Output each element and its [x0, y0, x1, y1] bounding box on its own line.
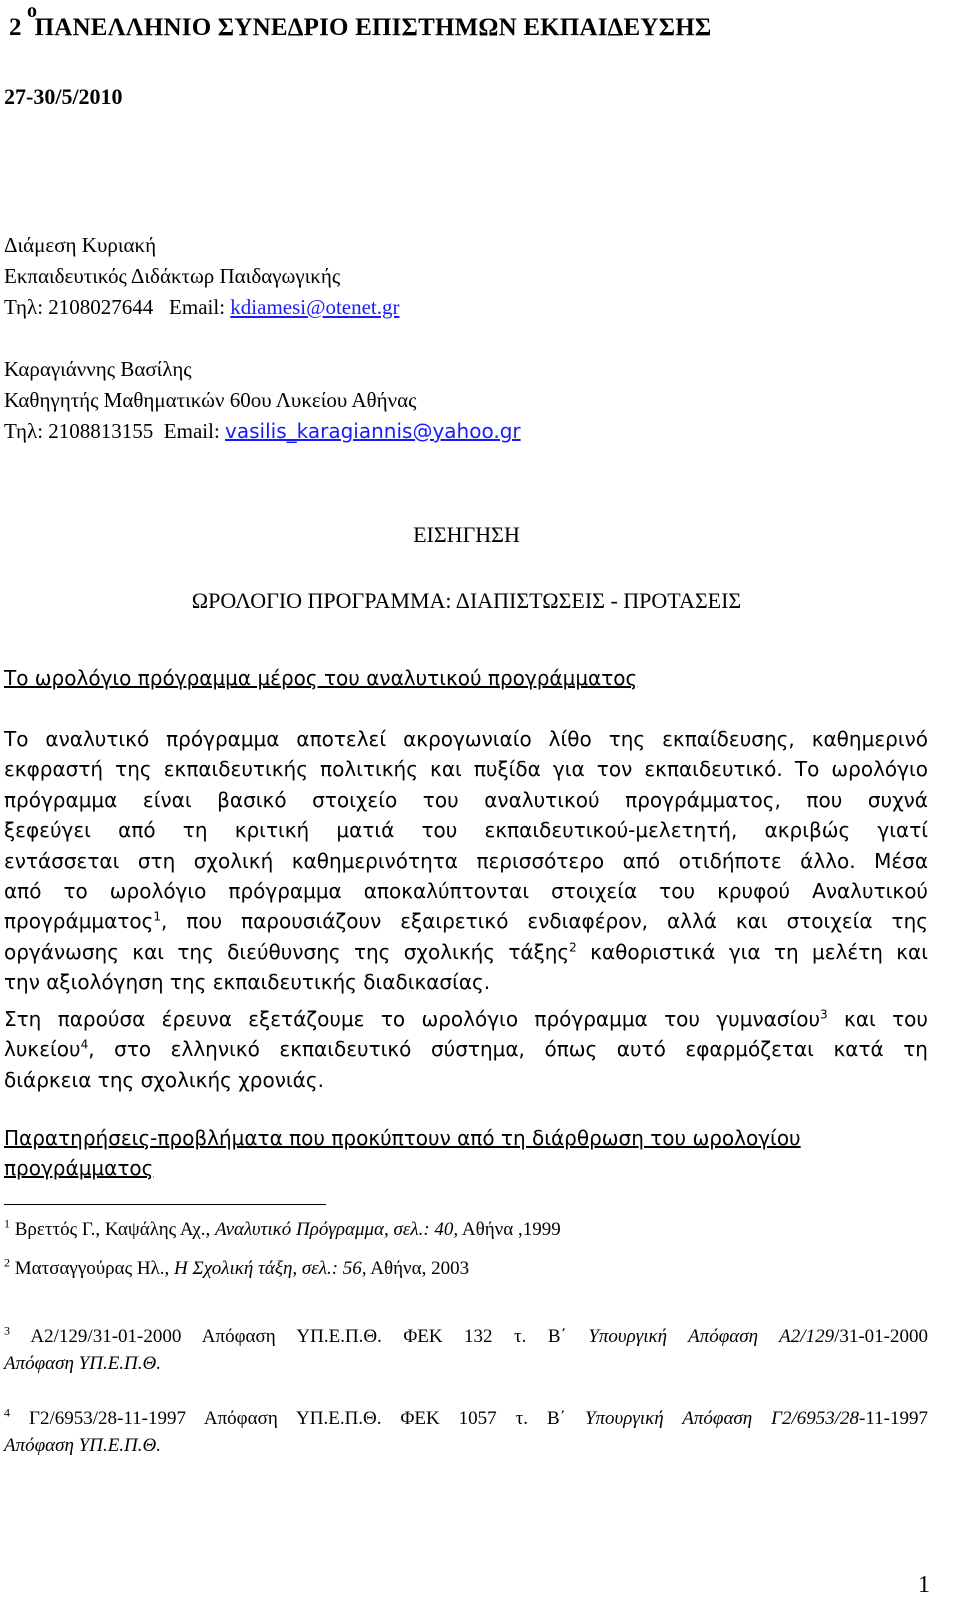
- line-text: καθοριστικά για τη μελέτη και: [576, 939, 928, 964]
- footnote-number: 2: [4, 1255, 10, 1270]
- footnote-italic-text: Απόφαση ΥΠ.Ε.Π.Θ.: [4, 1353, 161, 1374]
- paragraph-1: [4, 724, 928, 998]
- section-1-heading: Το ωρολόγιο πρόγραμμα μέρος του αναλυτικού προγράμματος: [4, 666, 638, 690]
- paragraph-line: [4, 1004, 928, 1034]
- section-2-heading-line-1: Παρατηρήσεις-προβλήματα που προκύπτουν από τη διάρθρωση του ωρολογίου: [4, 1126, 801, 1150]
- footnote-3-line-2: [4, 1353, 161, 1375]
- line-text: και του: [827, 1007, 928, 1031]
- paragraph-line: [4, 1034, 928, 1064]
- paragraph-line: εντάσσεται στη σχολική καθημερινότητα περισσότερο από οτιδήποτε άλλο. Μέσα: [4, 848, 928, 873]
- author-2-role: Καθηγητής Μαθηματικών 60ου Λυκείου Αθήνας: [4, 388, 417, 412]
- paragraph-line: την αξιολόγηση της εκπαιδευτικής διαδικασίας.: [4, 970, 491, 995]
- conference-date: 27-30/5/2010: [4, 84, 123, 109]
- footnote-text: Α2/129/31-01-2000 Απόφαση ΥΠ.Ε.Π.Θ. ΦΕΚ 132 τ. Β΄: [10, 1326, 589, 1347]
- footnote-number: 1: [4, 1216, 10, 1231]
- footnote-number: 4: [4, 1405, 10, 1420]
- footnote-ref-1: 1: [153, 909, 161, 924]
- paper-title: ΩΡΟΛΟΓΙΟ ΠΡΟΓΡΑΜΜΑ: ΔΙΑΠΙΣΤΩΣΕΙΣ - ΠΡΟΤΑΣΕΙΣ: [191, 588, 742, 613]
- author-2-phone: Τηλ: 2108813155 Email:: [4, 419, 226, 443]
- footnote-text: -11-1997: [859, 1408, 928, 1429]
- paper-type-label: ΕΙΣΗΓΗΣΗ: [413, 522, 520, 547]
- footnote-1: [4, 1216, 561, 1241]
- author-1-name: Διάμεση Κυριακή: [4, 233, 157, 257]
- author-2-contact: [4, 419, 521, 444]
- line-text: οργάνωσης και της διεύθυνσης της σχολικής τάξης: [4, 939, 570, 964]
- footnote-text: Ματσαγγούρας Ηλ.,: [10, 1258, 175, 1279]
- page-number: 1: [918, 1572, 930, 1598]
- footnote-text: Αθήνα, 2003: [366, 1258, 470, 1279]
- paragraph-line: [4, 906, 928, 936]
- paragraph-line: Το αναλυτικό πρόγραμμα αποτελεί ακρογωνιαίο λίθο της εκπαίδευσης, καθημερινό: [4, 727, 928, 751]
- author-1-role: Εκπαιδευτικός Διδάκτωρ Παιδαγωγικής: [4, 264, 341, 288]
- footnote-4: [4, 1405, 928, 1430]
- footnote-italic-text: Υπουργική Απόφαση Γ2/6953/28: [584, 1408, 860, 1429]
- line-text: , που παρουσιάζουν εξαιρετικό ενδιαφέρον, αλλά και στοιχεία της: [160, 909, 928, 934]
- footnote-3: [4, 1323, 929, 1348]
- footnote-text: Βρεττός Γ., Καψάλης Αχ.,: [10, 1219, 216, 1240]
- footnote-text: Αθήνα ,1999: [458, 1219, 561, 1240]
- line-text: , στο ελληνικό εκπαιδευτικό σύστημα, όπως αυτό εφαρμόζεται κατά τη: [88, 1037, 928, 1062]
- author-1-email-link[interactable]: kdiamesi@otenet.gr: [230, 295, 400, 319]
- conference-number: 2: [9, 14, 22, 41]
- footnote-number: 3: [4, 1323, 10, 1338]
- paragraph-2: [4, 1004, 928, 1095]
- footnote-4-line-2: [4, 1435, 161, 1457]
- paragraph-line: από το ωρολόγιο πρόγραμμα αποκαλύπτονται στοιχεία του κρυφού Αναλυτικού: [4, 878, 928, 903]
- paragraph-line: εκφραστή της εκπαιδευτικής πολιτικής και πυξίδα για τον εκπαιδευτικό. Το ωρολόγιο: [4, 757, 928, 782]
- author-2-email-link[interactable]: vasilis_karagiannis@yahoo.gr: [225, 419, 521, 443]
- footnote-ref-4: 4: [80, 1037, 89, 1052]
- footnote-italic-text: Η Σχολική τάξη, σελ.: 56,: [174, 1258, 367, 1279]
- footnote-ref-2: 2: [569, 940, 577, 955]
- footnote-2: [4, 1255, 470, 1280]
- line-text: Στη παρούσα έρευνα εξετάζουμε το ωρολόγιο πρόγραμμα του γυμνασίου: [4, 1007, 821, 1031]
- footnote-ref-3: 3: [820, 1007, 828, 1022]
- footnote-separator: [4, 1204, 326, 1205]
- author-1-contact: [4, 295, 400, 320]
- footnote-italic-text: Υπουργική Απόφαση Α2/129: [588, 1326, 835, 1347]
- conference-title: [9, 14, 711, 42]
- paragraph-line: διάρκεια της σχολικής χρονιάς.: [4, 1067, 324, 1092]
- author-2-name: Καραγιάννης Βασίλης: [4, 357, 192, 381]
- line-text: προγράμματος: [4, 909, 154, 934]
- footnote-text: Γ2/6953/28-11-1997 Απόφαση ΥΠ.Ε.Π.Θ. ΦΕΚ 1057 τ. Β΄: [10, 1408, 585, 1429]
- footnote-italic-text: Απόφαση ΥΠ.Ε.Π.Θ.: [4, 1435, 161, 1456]
- paragraph-line: [4, 937, 928, 967]
- conference-title-text: ΠΑΝΕΛΛΗΝΙΟ ΣΥΝΕΔΡΙΟ ΕΠΙΣΤΗΜΩΝ ΕΚΠΑΙΔΕΥΣΗΣ: [34, 14, 712, 41]
- section-2-heading-line-2: προγράμματος: [4, 1156, 154, 1180]
- author-1-phone: Τηλ: 2108027644 Email:: [4, 295, 231, 319]
- paragraph-line: πρόγραμμα είναι βασικό στοιχείο του αναλυτικού προγράμματος, που συχνά: [4, 787, 928, 812]
- footnote-text: /31-01-2000: [834, 1326, 929, 1347]
- conference-ordinal-superscript: ο: [27, 0, 37, 22]
- footnote-italic-text: Αναλυτικό Πρόγραμμα, σελ.: 40,: [215, 1219, 459, 1240]
- paragraph-line: ξεφεύγει από τη κριτική ματιά του εκπαιδευτικού-μελετητή, ακριβώς γιατί: [4, 818, 928, 843]
- line-text: λυκείου: [4, 1037, 81, 1062]
